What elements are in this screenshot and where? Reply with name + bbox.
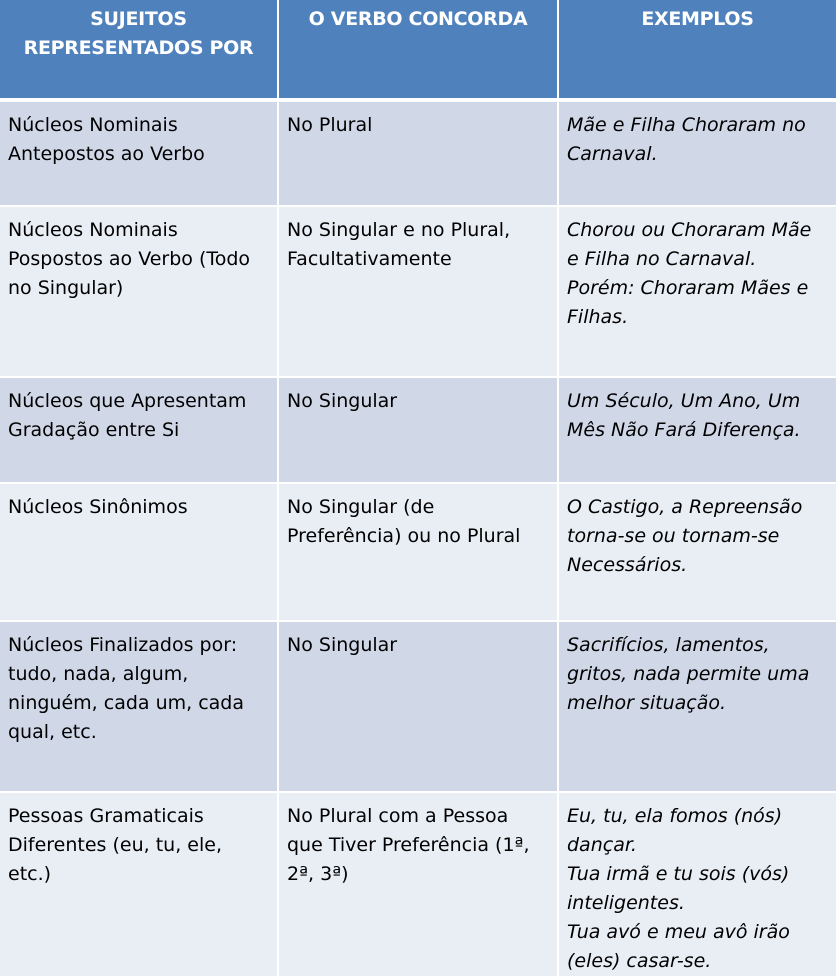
cell-verbo: No Singular e no Plural, Facultativamente — [278, 206, 558, 377]
cell-exemplos — [558, 792, 836, 977]
exemplo-line: Um Século, Um Ano, Um Mês Não Fará Diferença. — [567, 390, 801, 441]
cell-verbo: No Singular — [278, 377, 558, 483]
exemplo-line: Chorou ou Choraram Mãe e Filha no Carnaval. — [567, 219, 812, 270]
exemplo-line: Mãe e Filha Choraram no Carnaval. — [567, 114, 806, 165]
exemplo-line: O Castigo, a Repreensão torna-se ou tornam-se Necessários. — [567, 496, 803, 576]
cell-exemplos — [558, 483, 836, 621]
header-row — [0, 0, 836, 100]
header-sujeitos: SUJEITOS REPRESENTADOS POR — [0, 0, 278, 100]
cell-sujeito: Núcleos Nominais Antepostos ao Verbo — [0, 100, 278, 206]
cell-verbo: No Plural — [278, 100, 558, 206]
cell-exemplos — [558, 621, 836, 792]
table-row — [0, 100, 836, 206]
cell-verbo: No Plural com a Pessoa que Tiver Preferência (1ª, 2ª, 3ª) — [278, 792, 558, 977]
header-verbo: O VERBO CONCORDA — [278, 0, 558, 100]
exemplo-line: Porém: Choraram Mães e Filhas. — [567, 277, 809, 328]
table-row — [0, 792, 836, 977]
cell-exemplos — [558, 377, 836, 483]
cell-sujeito: Pessoas Gramaticais Diferentes (eu, tu, ele, etc.) — [0, 792, 278, 977]
exemplo-line: Tua irmã e tu sois (vós) inteligentes. — [567, 863, 790, 914]
exemplo-line: Tua avó e meu avô irão (eles) casar-se. — [567, 921, 790, 972]
cell-sujeito: Núcleos que Apresentam Gradação entre Si — [0, 377, 278, 483]
exemplo-line: Eu, tu, ela fomos (nós) dançar. — [567, 805, 783, 856]
exemplo-line: Sacrifícios, lamentos, gritos, nada permite uma melhor situação. — [567, 634, 810, 714]
cell-verbo: No Singular (de Preferência) ou no Plural — [278, 483, 558, 621]
cell-exemplos — [558, 100, 836, 206]
table-row — [0, 621, 836, 792]
cell-sujeito: Núcleos Nominais Pospostos ao Verbo (Todo no Singular) — [0, 206, 278, 377]
table-row — [0, 377, 836, 483]
table-row — [0, 483, 836, 621]
cell-sujeito: Núcleos Sinônimos — [0, 483, 278, 621]
cell-sujeito: Núcleos Finalizados por: tudo, nada, algum, ninguém, cada um, cada qual, etc. — [0, 621, 278, 792]
cell-verbo: No Singular — [278, 621, 558, 792]
header-exemplos: EXEMPLOS — [558, 0, 836, 100]
table-row — [0, 206, 836, 377]
cell-exemplos — [558, 206, 836, 377]
